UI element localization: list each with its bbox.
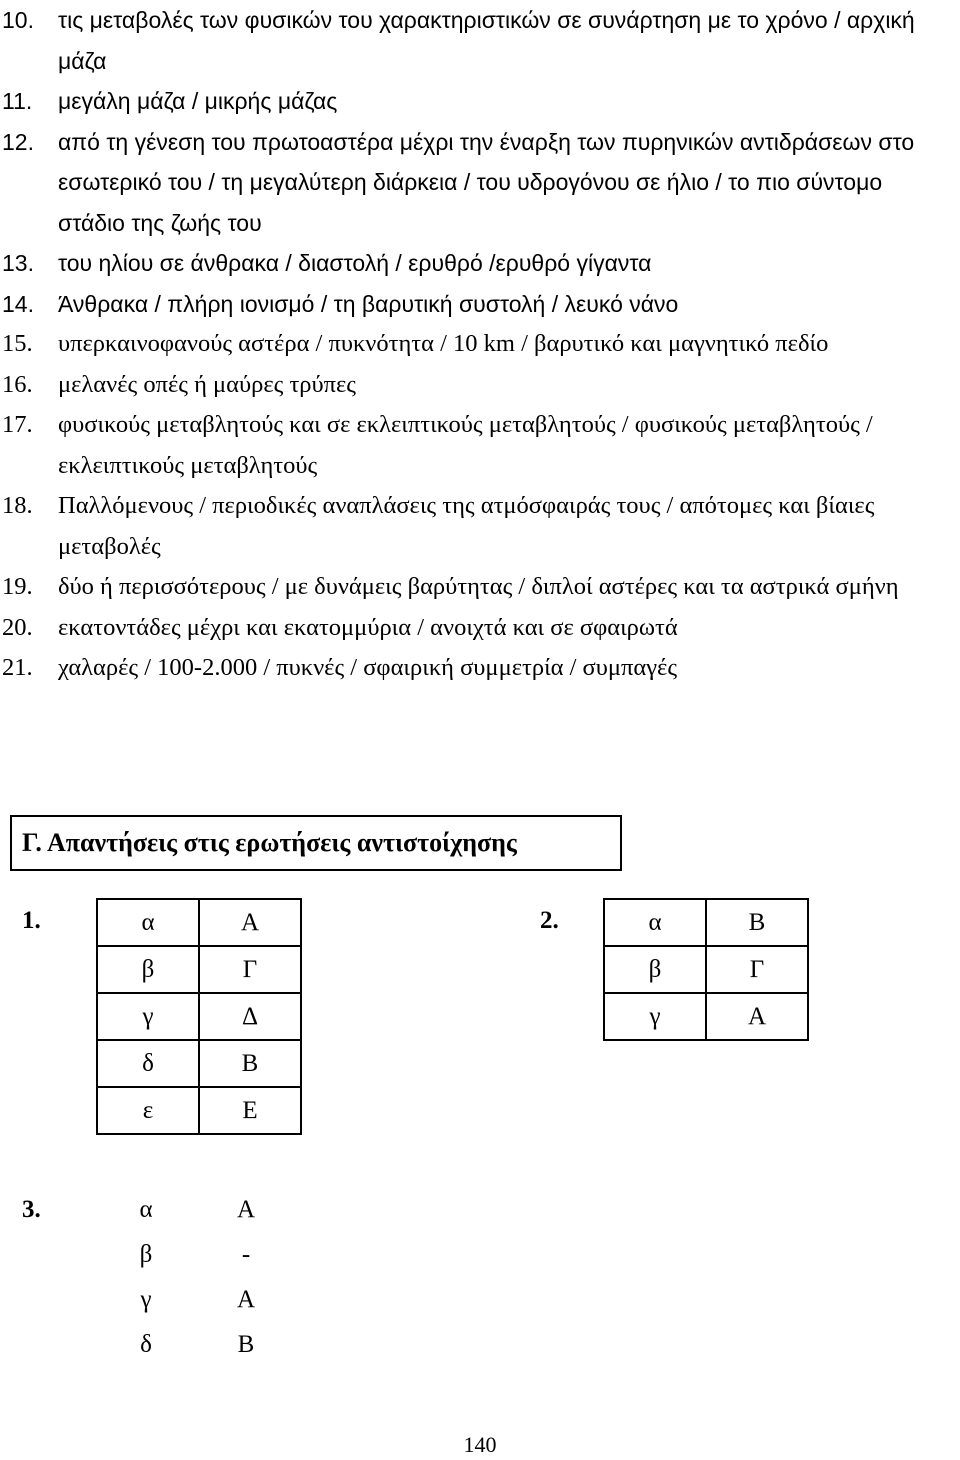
list-item-text: Άνθρακα / πλήρη ιονισμό / τη βαρυτική συστολή / λευκό νάνο [58,290,679,317]
answer-3-table [96,1187,296,1367]
list-item-number: 11. [2,88,33,114]
table-row [97,993,301,1040]
list-item-number: 10. [2,7,34,33]
answer-letter: γ [97,993,199,1040]
answer-letter: β [604,946,706,993]
list-item-number: 21. [2,654,33,681]
answer-letter: δ [97,1040,199,1087]
answer-1-table [96,898,302,1135]
list-item-text: μεγάλη μάζα / μικρής μάζας [58,88,338,114]
table-row [604,899,808,946]
list-item-number: 19. [2,573,33,600]
answer-match: Δ [199,993,301,1040]
list-item [0,405,960,486]
page-number: 140 [463,1432,497,1457]
answer-match: Β [706,899,808,946]
answer-match: Γ [706,946,808,993]
answer-match: - [241,1240,251,1268]
answer-1-label: 1. [22,907,41,934]
table-row [97,899,301,946]
answer-letter: γ [140,1285,152,1313]
list-item [0,648,960,689]
list-item-number: 15. [2,330,33,357]
table-row [604,946,808,993]
list-item-text: τις μεταβολές των φυσικών του χαρακτηριστικών σε συνάρτηση με το χρόνο / αρχική μάζα [58,7,915,74]
section-title: Γ. Απαντήσεις στις ερωτήσεις αντιστοίχησης [22,828,517,857]
answer-letter: δ [140,1330,152,1358]
list-item-number: 18. [2,492,33,519]
answer-letter: α [648,908,662,936]
answer-letter: ε [97,1087,199,1134]
list-item-number: 14. [2,290,34,317]
list-item [0,0,960,81]
list-item-text: του ηλίου σε άνθρακα / διαστολή / ερυθρό /ερυθρό γίγαντα [58,250,652,276]
list-item-text: από τη γένεση του πρωτοαστέρα μέχρι την έναρξη των πυρηνικών αντιδράσεων στο εσωτερικό του / τη μεγαλύτερη διάρκεια / του υδρογόνου σε ήλιο / το πιο σύντομο στάδιο της ζωής του [58,128,915,236]
answer-2-table [603,898,809,1041]
list-item-text: εκατοντάδες μέχρι και εκατομμύρια / ανοιχτά και σε σφαιρωτά [58,613,678,641]
answer-letter: γ [604,993,706,1040]
list-item [0,243,960,284]
table-row [96,1277,296,1322]
list-item [0,122,960,244]
list-item [0,81,960,122]
answer-match: Α [706,993,808,1040]
list-item [0,608,960,649]
answer-match: Ε [199,1087,301,1134]
list-item [0,324,960,365]
table-row [604,993,808,1040]
list-item [0,567,960,608]
answer-match: Γ [199,946,301,993]
list-item-number: 20. [2,613,33,641]
list-item [0,486,960,567]
answer-match: Α [236,1195,256,1223]
answer-match: Α [199,899,301,946]
list-item-number: 13. [2,250,34,276]
answer-match: Β [199,1040,301,1087]
list-item-text: υπερκαινοφανούς αστέρα / πυκνότητα / 10 km / βαρυτικό και μαγνητικό πεδίο [58,330,829,357]
table-row [97,1040,301,1087]
list-item-text: χαλαρές / 100-2.000 / πυκνές / σφαιρική συμμετρία / συμπαγές [58,654,678,681]
list-item-text: μελανές οπές ή μαύρες τρύπες [58,370,357,398]
answer-letter: α [139,1195,153,1223]
table-row [96,1322,296,1367]
list-item-number: 16. [2,370,33,398]
answer-match: Α [236,1285,256,1313]
list-item [0,284,960,325]
answer-letter: β [97,946,199,993]
table-row [97,1087,301,1134]
answer-3-label: 3. [22,1196,41,1223]
list-item-number: 17. [2,411,33,438]
table-row [96,1187,296,1232]
answer-letter: β [139,1240,153,1268]
table-row [97,946,301,993]
list-item-text: φυσικούς μεταβλητούς και σε εκλειπτικούς μεταβλητούς / φυσικούς μεταβλητούς / εκλειπτικούς μεταβλητούς [58,411,873,479]
answer-match: Β [237,1330,255,1358]
answer-2-label: 2. [540,907,559,934]
list-item-number: 12. [2,128,34,155]
list-item [0,365,960,406]
list-item-text: δύο ή περισσότερους / με δυνάμεις βαρύτητας / διπλοί αστέρες και τα αστρικά σμήνη [58,573,899,600]
table-row [96,1232,296,1277]
list-item-text: Παλλόμενους / περιοδικές αναπλάσεις της ατμόσφαιράς τους / απότομες και βίαιες μεταβολές [58,492,875,560]
answer-list [0,0,960,689]
section-heading [10,815,622,871]
answer-letter: α [141,908,155,936]
